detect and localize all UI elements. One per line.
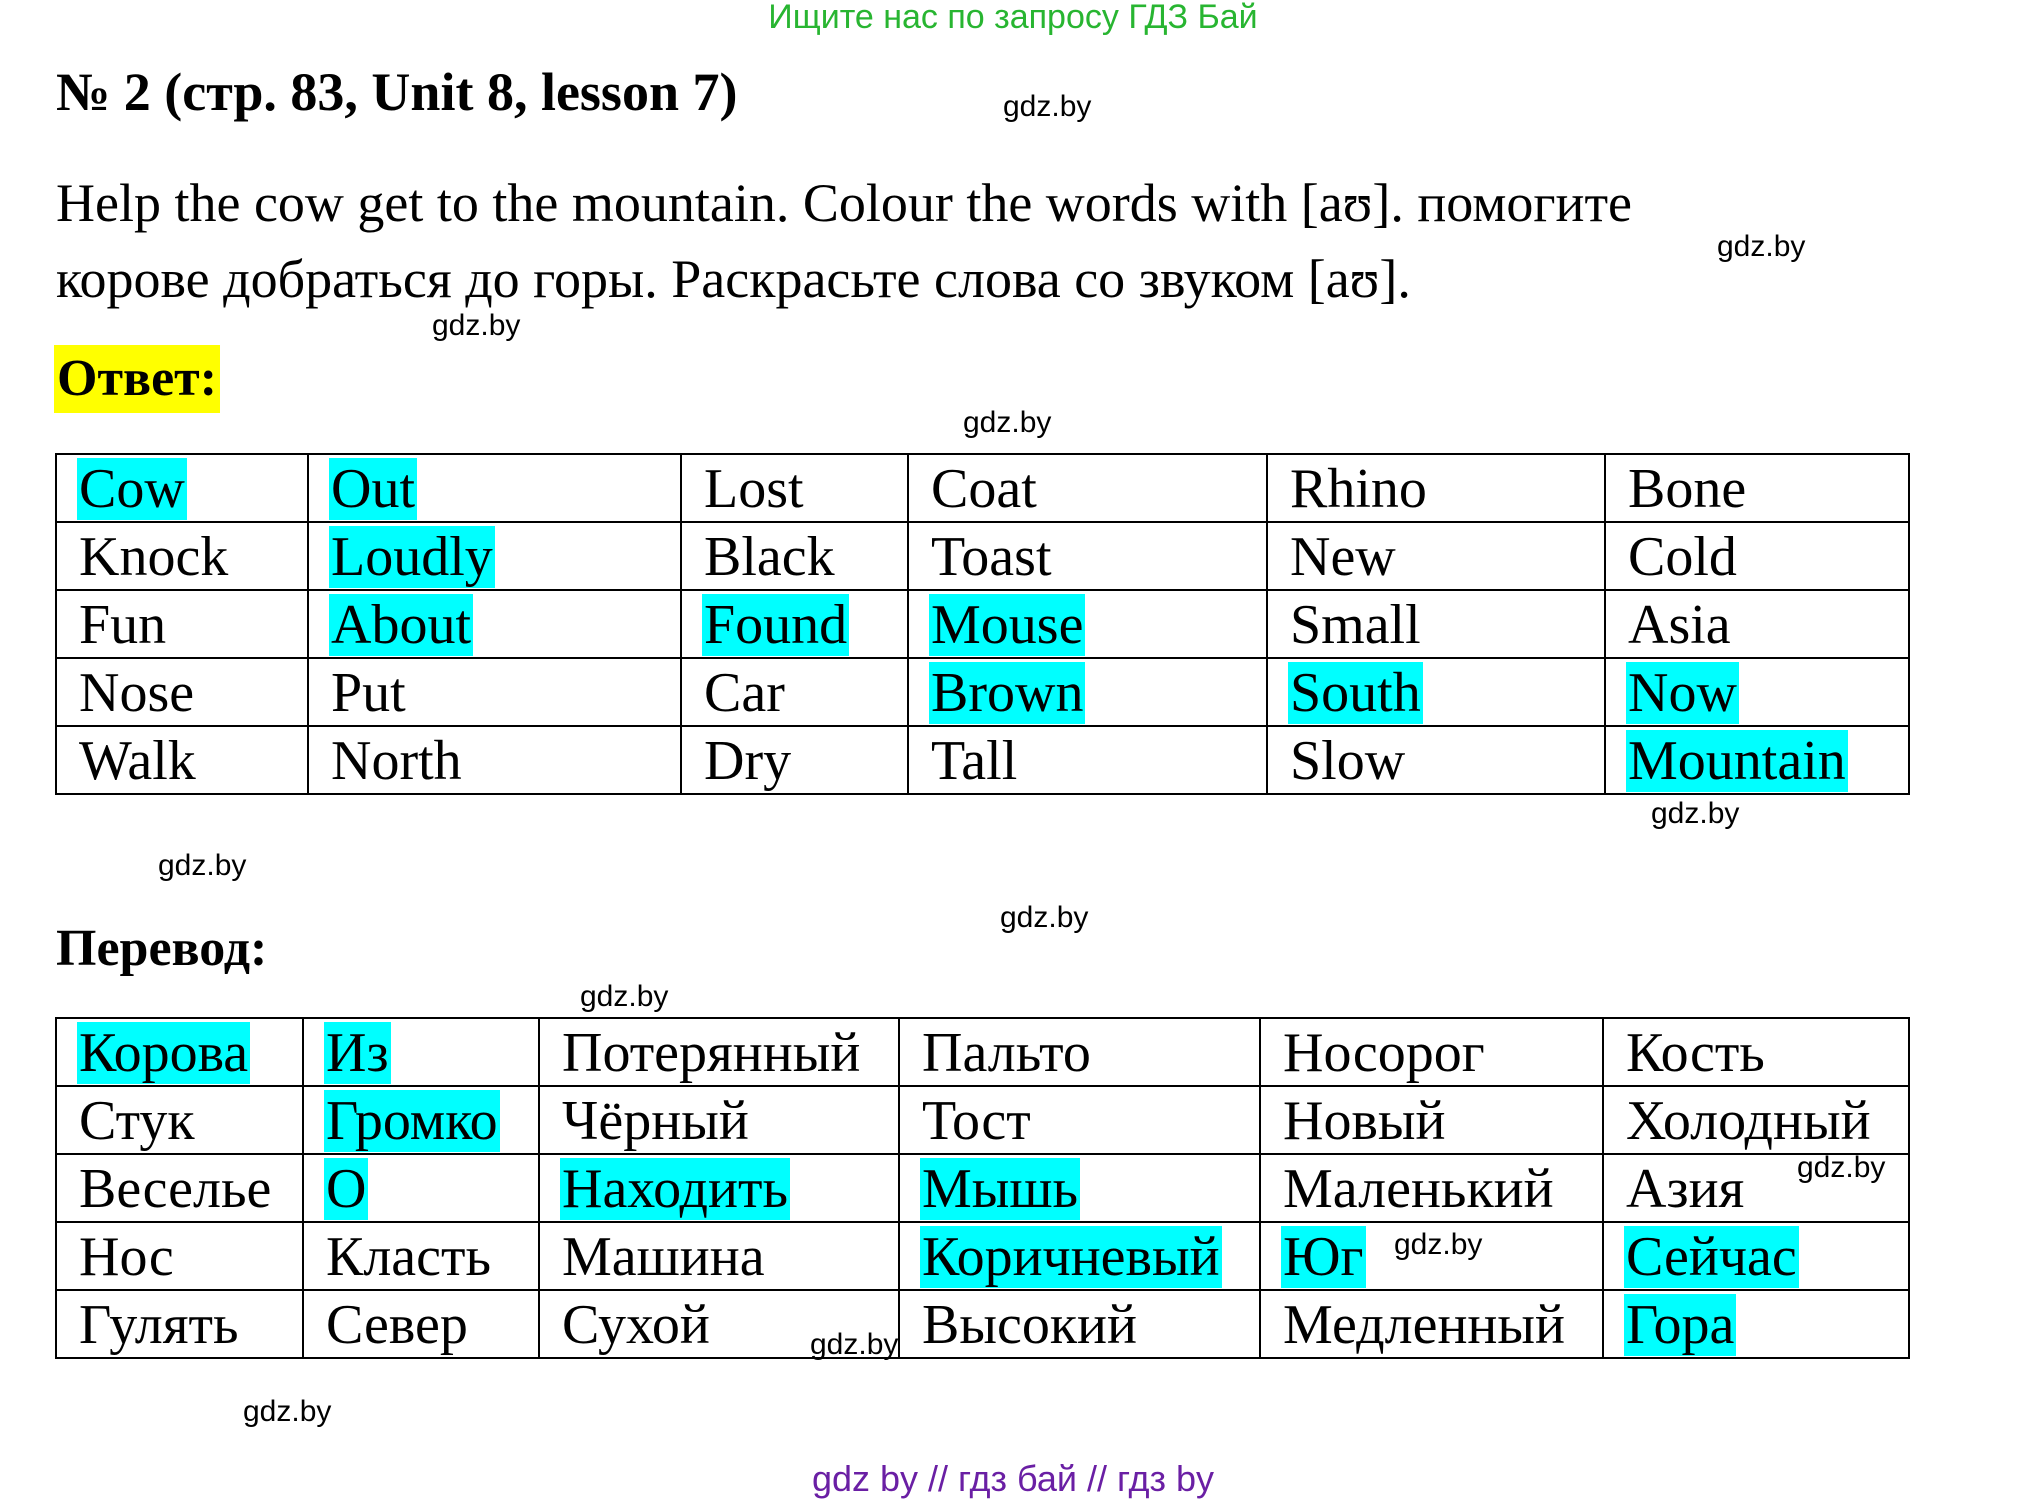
- word-cell: [303, 1086, 539, 1154]
- word: Стук: [79, 1090, 195, 1152]
- word-cell: [539, 1086, 899, 1154]
- word: Tall: [931, 730, 1018, 792]
- word-cell: [308, 522, 681, 590]
- task-line-1: Help the cow get to the mountain. Colour the words with [aʊ]. помогите: [56, 173, 1633, 233]
- translation-table: [55, 1017, 1910, 1359]
- word-cell: [1260, 1154, 1603, 1222]
- word: Север: [326, 1294, 468, 1356]
- table-row: [56, 590, 1909, 658]
- word: North: [331, 730, 462, 792]
- highlighted-word: Mountain: [1628, 730, 1846, 792]
- word: Класть: [326, 1226, 492, 1288]
- word: Маленький: [1283, 1158, 1554, 1220]
- word-cell: [303, 1222, 539, 1290]
- word: Slow: [1290, 730, 1406, 792]
- word: New: [1290, 526, 1396, 588]
- word-cell: [1605, 454, 1909, 522]
- table-row: [56, 454, 1909, 522]
- word-cell: [1267, 522, 1605, 590]
- word: Носорог: [1283, 1022, 1485, 1084]
- word-cell: [539, 1222, 899, 1290]
- word-cell: [56, 726, 308, 794]
- table-row: [56, 1222, 1909, 1290]
- word-cell: [1267, 658, 1605, 726]
- word-cell: [681, 454, 908, 522]
- highlighted-word: Brown: [931, 662, 1084, 724]
- watermark: gdz.by: [1000, 901, 1089, 934]
- highlighted-word: Found: [704, 594, 848, 656]
- word-cell: [908, 726, 1267, 794]
- word: Walk: [79, 730, 196, 792]
- word: Coat: [931, 458, 1037, 520]
- exercise-title: № 2 (стр. 83, Unit 8, lesson 7): [56, 62, 738, 122]
- highlighted-word: Гора: [1626, 1294, 1735, 1356]
- word-cell: [681, 590, 908, 658]
- word: Сухой: [562, 1294, 710, 1356]
- word-cell: [1267, 454, 1605, 522]
- word: Car: [704, 662, 785, 724]
- highlighted-word: Юг: [1283, 1226, 1364, 1288]
- word-cell: [308, 590, 681, 658]
- highlighted-word: Корова: [79, 1022, 249, 1084]
- watermark: gdz.by: [243, 1395, 332, 1428]
- watermark: gdz.by: [580, 980, 669, 1013]
- highlighted-word: Сейчас: [1626, 1226, 1797, 1288]
- table-row: [56, 1290, 1909, 1358]
- word-cell: [1260, 1290, 1603, 1358]
- word-cell: [1605, 590, 1909, 658]
- watermark: gdz.by: [1717, 230, 1806, 263]
- table-row: [56, 522, 1909, 590]
- top-banner: Ищите нас по запросу ГДЗ Бай: [768, 0, 1258, 36]
- word-cell: [56, 1222, 303, 1290]
- word: Гулять: [79, 1294, 239, 1356]
- word-cell: [1605, 726, 1909, 794]
- word-cell: [1605, 658, 1909, 726]
- word: Новый: [1283, 1090, 1446, 1152]
- word-cell: [1603, 1222, 1909, 1290]
- word-cell: [908, 522, 1267, 590]
- word: Small: [1290, 594, 1421, 656]
- word-cell: [899, 1154, 1260, 1222]
- footer-links: gdz by // гдз бай // гдз by: [811, 1458, 1215, 1499]
- word-cell: [303, 1154, 539, 1222]
- word: Fun: [79, 594, 167, 656]
- word-cell: [56, 1290, 303, 1358]
- word-cell: [56, 1018, 303, 1086]
- watermark: gdz.by: [1394, 1228, 1483, 1261]
- word-cell: [899, 1018, 1260, 1086]
- word-cell: [303, 1290, 539, 1358]
- word-cell: [899, 1086, 1260, 1154]
- word-cell: [1267, 590, 1605, 658]
- word: Cold: [1628, 526, 1737, 588]
- word-cell: [681, 726, 908, 794]
- answer-label: Ответ:: [54, 345, 220, 413]
- word-cell: [908, 454, 1267, 522]
- highlighted-word: Mouse: [931, 594, 1084, 656]
- table-row: [56, 658, 1909, 726]
- word: Нос: [79, 1226, 174, 1288]
- word-cell: [303, 1018, 539, 1086]
- word: Toast: [931, 526, 1052, 588]
- highlighted-word: South: [1290, 662, 1421, 724]
- word: Холодный: [1626, 1090, 1871, 1152]
- word-cell: [681, 522, 908, 590]
- word: Put: [331, 662, 406, 724]
- highlighted-word: Коричневый: [922, 1226, 1220, 1288]
- word-cell: [56, 590, 308, 658]
- highlighted-word: О: [326, 1158, 367, 1220]
- highlighted-word: Мышь: [922, 1158, 1079, 1220]
- highlighted-word: Громко: [326, 1090, 498, 1152]
- highlighted-word: Из: [326, 1022, 389, 1084]
- word: Bone: [1628, 458, 1747, 520]
- word-cell: [1260, 1086, 1603, 1154]
- word-cell: [56, 1086, 303, 1154]
- word: Высокий: [922, 1294, 1137, 1356]
- highlighted-word: Out: [331, 458, 415, 520]
- word: Машина: [562, 1226, 765, 1288]
- word: Dry: [704, 730, 792, 792]
- word: Потерянный: [562, 1022, 861, 1084]
- word-cell: [908, 590, 1267, 658]
- word-cell: [1603, 1018, 1909, 1086]
- word-cell: [1260, 1018, 1603, 1086]
- word: Веселье: [79, 1158, 272, 1220]
- word: Тост: [922, 1090, 1031, 1152]
- word-cell: [1603, 1086, 1909, 1154]
- word-cell: [899, 1222, 1260, 1290]
- word: Asia: [1628, 594, 1731, 656]
- translation-label: Перевод:: [56, 920, 268, 977]
- highlighted-word: Cow: [79, 458, 185, 520]
- word: Кость: [1626, 1022, 1765, 1084]
- word-cell: [56, 1154, 303, 1222]
- table-row: [56, 1154, 1909, 1222]
- word: Nose: [79, 662, 195, 724]
- watermark: gdz.by: [1651, 797, 1740, 830]
- word: Азия: [1626, 1158, 1745, 1220]
- task-line-2: корове добраться до горы. Раскрасьте слова со звуком [aʊ].: [56, 249, 1411, 309]
- table-row: [56, 1018, 1909, 1086]
- word-cell: [681, 658, 908, 726]
- word-cell: [539, 1018, 899, 1086]
- word-cell: [308, 658, 681, 726]
- watermark: gdz.by: [158, 849, 247, 882]
- word-cell: [899, 1290, 1260, 1358]
- highlighted-word: Loudly: [331, 526, 493, 588]
- watermark: gdz.by: [963, 406, 1052, 439]
- word-cell: [1605, 522, 1909, 590]
- watermark: gdz.by: [1003, 90, 1092, 123]
- task-text: [56, 165, 1816, 317]
- word: Knock: [79, 526, 229, 588]
- word-cell: [308, 726, 681, 794]
- word-cell: [308, 454, 681, 522]
- word-cell: [539, 1154, 899, 1222]
- word-cell: [1267, 726, 1605, 794]
- word: Rhino: [1290, 458, 1427, 520]
- watermark: gdz.by: [810, 1328, 899, 1361]
- word: Black: [704, 526, 835, 588]
- highlighted-word: Находить: [562, 1158, 789, 1220]
- answer-table: [55, 453, 1910, 795]
- highlighted-word: About: [331, 594, 471, 656]
- word: Медленный: [1283, 1294, 1565, 1356]
- table-row: [56, 726, 1909, 794]
- watermark: gdz.by: [432, 309, 521, 342]
- highlighted-word: Now: [1628, 662, 1737, 724]
- word-cell: [56, 522, 308, 590]
- word-cell: [56, 658, 308, 726]
- watermark: gdz.by: [1797, 1151, 1886, 1184]
- table-row: [56, 1086, 1909, 1154]
- word: Lost: [704, 458, 804, 520]
- word: Чёрный: [562, 1090, 749, 1152]
- word-cell: [56, 454, 308, 522]
- word-cell: [1603, 1290, 1909, 1358]
- word-cell: [908, 658, 1267, 726]
- word: Пальто: [922, 1022, 1091, 1084]
